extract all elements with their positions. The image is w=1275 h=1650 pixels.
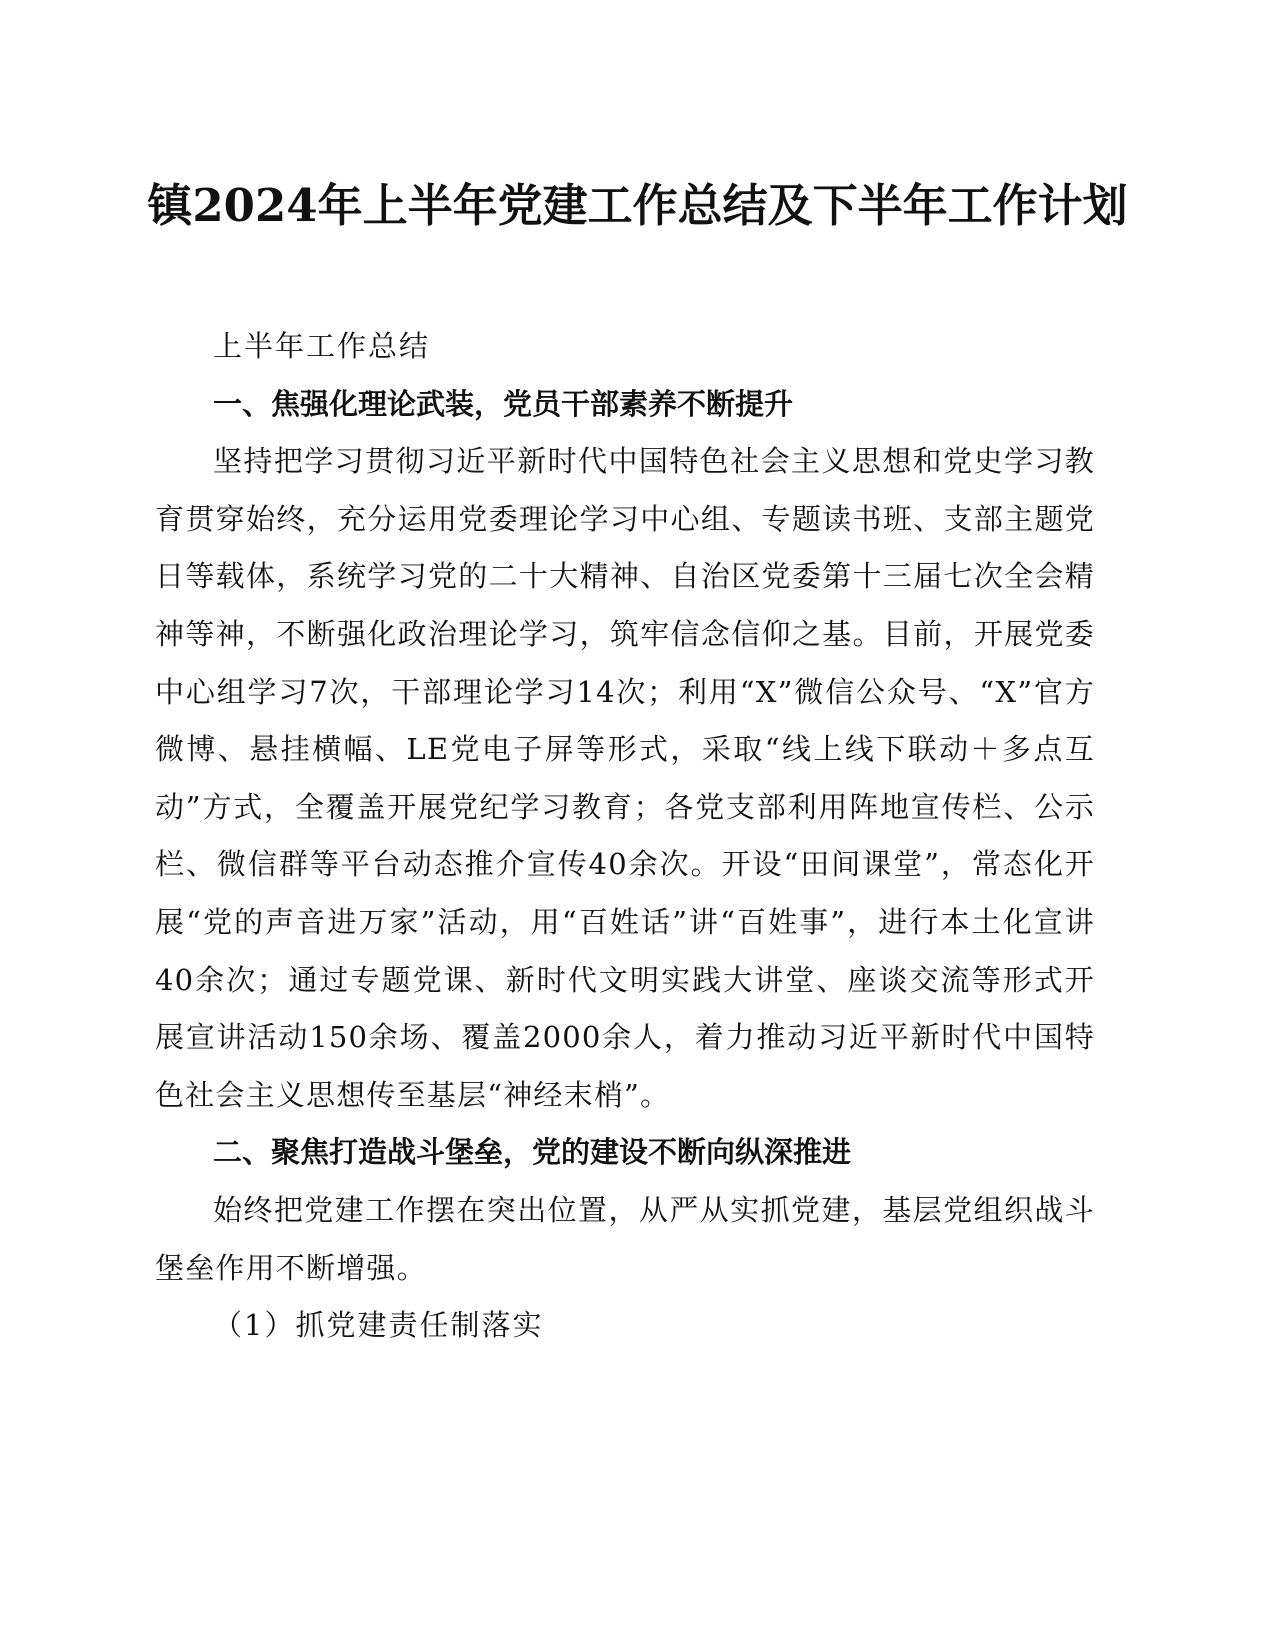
heading-1: 一、焦强化理论武装，党员干部素养不断提升 xyxy=(213,386,794,421)
document-title: 镇2024年上半年党建工作总结及下半年工作计划 xyxy=(147,179,1128,232)
paragraph-1: 坚持把学习贯彻习近平新时代中国特色社会主义思想和党史学习教育贯穿始终，充分运用党委理论学习中心组、专题读书班、支部主题党日等载体，系统学习党的二十大精神、自治区党委第十三届七次全会精神等神，不断强化政治理论学习，筑牢信念信仰之基。目前，开展党委中心组学习7次，干部理论学习14次；利用“X”微信公众号、“X”官方微博、悬挂横幅、LE党电子屏等形式，采取“线上线下联动＋多点互动”方式，全覆盖开展党纪学习教育；各党支部利用阵地宣传栏、公示栏、微信群等平台动态推介宣传40余次。开设“田间课堂”，常态化开展“党的声音进万家”活动，用“百姓话”讲“百姓事”，进行本土化宣讲40余次；通过专题党课、新时代文明实践大讲堂、座谈交流等形式开展宣讲活动150余场、覆盖2000余人，着力推动习近平新时代中国特色社会主义思想传至基层“神经末梢”。 xyxy=(155,444,1095,1112)
section-label: 上半年工作总结 xyxy=(213,329,431,363)
paragraph-2: 始终把党建工作摆在突出位置，从严从实抓党建，基层党组织战斗堡垒作用不断增强。 xyxy=(155,1192,1095,1285)
subheading-1: （1）抓党建责任制落实 xyxy=(213,1308,544,1343)
document-body xyxy=(155,318,1095,1355)
heading-2: 二、聚焦打造战斗堡垒，党的建设不断向纵深推进 xyxy=(213,1135,852,1170)
